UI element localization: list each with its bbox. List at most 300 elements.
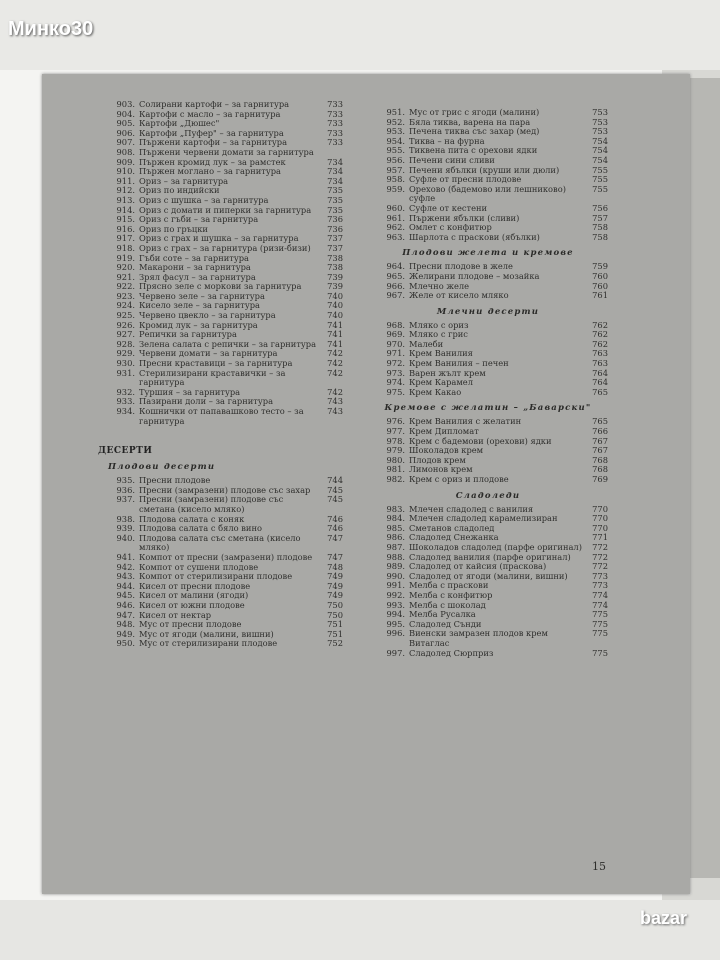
entry-page: 744 [327,475,343,486]
entry-number: 947. [116,609,135,620]
entry-title: Желирани плодове – мозайка [409,270,540,281]
entry-number: 940. [116,532,135,543]
entry-number: 980. [386,454,405,465]
entry-page: 774 [592,589,608,600]
entry-page: 775 [592,618,608,629]
entry-number: 918. [116,242,135,253]
entry-page: 753 [592,126,608,137]
entry-title: Крем Дипломат [409,426,479,437]
entry-page: 768 [592,454,608,465]
entry-number: 941. [116,551,135,562]
entry-page: 765 [592,416,608,427]
entry-title: Зрял фасул – за гарнитура [139,271,256,282]
entry-title: Печени ябълки (круши или дюли) [409,164,560,175]
entry-title: Мляко с грис [409,329,468,340]
entry-title: Крем Ванилия – печен [409,358,509,369]
entry-title: Сладолед Снежанка [409,532,499,543]
entry-number: 929. [116,348,135,359]
entry-number: 966. [386,280,405,291]
entry-title: Сладолед Сънди [409,618,482,629]
entry-number: 973. [386,367,405,378]
entry-number: 992. [386,589,405,600]
entry-title: Бяла тиква, варена на пара [409,116,531,127]
entry-number: 913. [116,194,135,205]
entry-page: 755 [592,174,608,185]
entry-number: 922. [116,281,135,292]
entry-page: 745 [327,484,343,495]
entry-page: 747 [327,532,343,543]
entry-page: 749 [327,590,343,601]
entry-title: Ориз по индийски [139,185,220,196]
entry-number: 997. [386,647,405,658]
entry-number: 976. [386,416,405,427]
entry-page: 745 [327,494,343,505]
entry-number: 968. [386,319,405,330]
entry-number: 921. [116,271,135,282]
entry-page: 768 [592,464,608,475]
entry-page: 742 [327,358,343,369]
entry-page: 738 [327,252,343,263]
entry-page: 740 [327,300,343,311]
entry-title: Варен жълт крем [409,367,486,378]
entry-number: 989. [386,561,405,572]
entry-page: 737 [327,242,343,253]
entry-number: 916. [116,223,135,234]
entry-page: 772 [592,551,608,562]
entry-page: 742 [327,386,343,397]
entry-number: 954. [386,135,405,146]
entry-number: 995. [386,618,405,629]
entry-page: 754 [592,135,608,146]
entry-number: 945. [116,590,135,601]
entry-number: 987. [386,541,405,552]
entry-page: 764 [592,367,608,378]
entry-title: Картофи „Дюшес" [139,118,220,129]
entry-page: 734 [327,166,343,177]
entry-page: 767 [592,445,608,456]
entry-page: 751 [327,628,343,639]
entry-page: 761 [592,290,608,301]
index-entry [368,629,608,648]
entry-page: 751 [327,619,343,630]
entry-page: 753 [592,116,608,127]
entry-page: 758 [592,231,608,242]
entry-number: 963. [386,231,405,242]
bavarian-entries [368,417,608,484]
icecream-heading: Сладоледи [455,490,521,501]
entry-number: 944. [116,580,135,591]
entry-page: 742 [327,348,343,359]
entry-number: 955. [386,145,405,156]
entry-page: 763 [592,348,608,359]
entry-page: 739 [327,271,343,282]
entry-title: Кромид лук – за гарнитура [139,319,258,330]
entry-title: Шоколадов сладолед (парфе оригинал) [409,541,582,552]
entry-number: 937. [116,494,135,505]
entry-number: 938. [116,513,135,524]
entry-title: Малеби [409,338,444,349]
entry-page: 770 [592,513,608,524]
entry-page: 746 [327,523,343,534]
entry-number: 950. [116,638,135,649]
brand-logo [640,908,687,929]
index-entry [98,407,343,426]
entry-number: 974. [386,377,405,388]
index-entry [368,233,608,243]
entry-title: Крем Ванилия с желатин [409,416,522,427]
entry-title: Туршия – за гарнитура [139,386,241,397]
entry-page: 755 [592,164,608,175]
entry-page: 741 [327,319,343,330]
entry-number: 993. [386,599,405,610]
entry-page: 770 [592,503,608,514]
entry-title: Солирани картофи – за гарнитура [139,99,290,109]
entry-page: 743 [327,396,343,407]
entry-title: Крем с бадемови (орехови) ядки [409,435,552,446]
entry-number: 957. [386,164,405,175]
entry-number: 931. [116,367,135,378]
index-entry [98,639,343,649]
entry-title: Орехово (бадемово или лешниково) суфле [409,183,566,204]
entry-title: Желе от кисело мляко [409,290,509,301]
entry-title: Плодова салата с бяло вино [139,523,262,534]
entry-number: 919. [116,252,135,263]
page-number: 15 [592,860,606,873]
entry-number: 935. [116,475,135,486]
entry-number: 905. [116,118,135,129]
entry-page: 757 [592,212,608,223]
entry-number: 904. [116,108,135,119]
entry-number: 908. [116,146,135,157]
entry-page: 733 [327,99,343,109]
entry-number: 923. [116,290,135,301]
entry-page: 775 [592,628,608,639]
entry-page: 733 [327,127,343,138]
entry-title: Пресни плодове [139,475,211,486]
entry-title: Омлет с конфитюр [409,222,492,233]
entry-number: 914. [116,204,135,215]
entry-title: Ориз с грах – за гарнитура (ризи-бизи) [139,242,311,253]
entry-title: Млечно желе [409,280,470,291]
entry-page: 762 [592,329,608,340]
entry-page: 749 [327,571,343,582]
entry-number: 994. [386,609,405,620]
entry-title: Кисел от нектар [139,609,212,620]
entry-title: Ориз с домати и пиперки за гарнитура [139,204,312,215]
entry-title: Кисел от малини (ягоди) [139,590,249,601]
entry-title: Пресни краставици – за гарнитура [139,358,293,369]
entry-title: Пържен моглано – за гарнитура [139,166,281,177]
entry-title: Компот от пресни (замразени) плодове [139,551,313,562]
entry-title: Ориз – за гарнитура [139,175,229,186]
entry-page: 773 [592,580,608,591]
entry-title: Лимонов крем [409,464,473,475]
entry-page: 736 [327,214,343,225]
entry-number: 903. [116,99,135,109]
entry-number: 948. [116,619,135,630]
entry-page: 758 [592,222,608,233]
entry-title: Крем Ванилия [409,348,473,359]
entry-title: Ориз с шушка – за гарнитура [139,194,269,205]
entry-number: 936. [116,484,135,495]
entry-page: 766 [592,426,608,437]
entry-number: 986. [386,532,405,543]
entry-title: Сладолед от кайсия (праскова) [409,561,547,572]
entry-title: Ориз по гръцки [139,223,208,234]
entry-page: 765 [592,386,608,397]
entry-page: 734 [327,156,343,167]
entry-number: 917. [116,233,135,244]
entry-page: 775 [592,647,608,658]
entry-title: Мелба с праскови [409,580,489,591]
entry-title: Сметанов сладолед [409,522,495,533]
index-entry [368,475,608,485]
entry-page: 756 [592,202,608,213]
entry-page: 759 [592,261,608,272]
entry-number: 979. [386,445,405,456]
entry-number: 961. [386,212,405,223]
entry-page: 773 [592,570,608,581]
entry-number: 951. [386,107,405,117]
entry-page: 774 [592,599,608,610]
entry-number: 949. [116,628,135,639]
entry-title: Крем Какао [409,386,462,397]
entry-number: 982. [386,474,405,484]
entry-page: 772 [592,541,608,552]
entry-title: Гъби соте – за гарнитура [139,252,250,263]
entry-page: 735 [327,185,343,196]
entry-title: Шоколадов крем [409,445,484,456]
entry-number: 953. [386,126,405,137]
entry-title: Млечен сладолед карамелизиран [409,513,558,524]
entry-number: 920. [116,262,135,273]
entry-title: Мелба Русалка [409,609,476,620]
index-entry [98,534,343,553]
entry-number: 983. [386,503,405,514]
fruit-desserts-entries [98,476,343,649]
entry-page: 738 [327,262,343,273]
entry-page: 749 [327,580,343,591]
entry-number: 981. [386,464,405,475]
right-column [368,108,608,658]
background-top [0,0,720,70]
entry-title: Кисел от южни плодове [139,599,245,610]
entry-number: 962. [386,222,405,233]
entry-title: Мелба с конфитюр [409,589,493,600]
entry-page: 740 [327,310,343,321]
entry-number: 956. [386,154,405,165]
index-entry [368,291,608,301]
entry-title: Сладолед от ягоди (малини, вишни) [409,570,568,581]
entry-number: 959. [386,183,405,194]
entry-title: Мус от пресни плодове [139,619,242,630]
entry-title: Мус от ягоди (малини, вишни) [139,628,274,639]
watermark: Минко30 [8,18,94,40]
entry-page: 750 [327,599,343,610]
entry-title: Компот от стерилизирани плодове [139,571,293,582]
entry-number: 990. [386,570,405,581]
entry-title: Плодова салата с коняк [139,513,245,524]
entry-title: Макарони – за гарнитура [139,262,251,273]
entry-page: 736 [327,223,343,234]
entry-number: 991. [386,580,405,591]
entry-page: 763 [592,358,608,369]
entry-title: Кошнички от папавашково тесто – за гарнитура [139,406,304,426]
entry-title: Пресни (замразени) плодове със сметана (кисело мляко) [139,494,284,514]
entry-number: 960. [386,202,405,213]
entry-page: 762 [592,319,608,330]
entry-number: 978. [386,435,405,446]
entry-title: Сладолед ванилия (парфе оригинал) [409,551,571,562]
entry-number: 996. [386,628,405,639]
entry-number: 930. [116,358,135,369]
entry-page: 754 [592,145,608,156]
entry-number: 925. [116,310,135,321]
entry-number: 912. [116,185,135,196]
entry-number: 928. [116,338,135,349]
entry-number: 909. [116,156,135,167]
left-column [98,100,343,649]
entry-title: Пържени червени домати за гарнитура [139,146,314,157]
entry-title: Суфле от кестени [409,202,488,213]
entry-title: Мелба с шоколад [409,599,486,610]
entry-title: Сладолед Сюрприз [409,647,494,658]
entry-number: 924. [116,300,135,311]
entry-number: 927. [116,329,135,340]
entry-title: Картофи „Пуфер" – за гарнитура [139,127,284,138]
entry-page: 760 [592,280,608,291]
entry-title: Мус от грис с ягоди (малини) [409,107,540,117]
entry-page: 748 [327,561,343,572]
index-entry [98,495,343,514]
entry-number: 911. [116,175,135,186]
entry-title: Плодова салата със сметана (кисело мляко) [139,532,301,553]
entry-title: Ориз с гъби – за гарнитура [139,214,259,225]
entry-page: 735 [327,194,343,205]
entry-number: 984. [386,513,405,524]
entry-number: 971. [386,348,405,359]
background-bottom [0,900,720,960]
jelly-entries [368,262,608,300]
entry-page: 737 [327,233,343,244]
entry-title: Компот от сушени плодове [139,561,259,572]
entry-page: 746 [327,513,343,524]
index-entry [368,388,608,398]
entry-page: 753 [592,107,608,117]
entry-title: Тиквена пита с орехови ядки [409,145,538,156]
entry-page: 733 [327,108,343,119]
entry-number: 975. [386,386,405,397]
entry-title: Мус от стерилизирани плодове [139,638,278,649]
entry-number: 926. [116,319,135,330]
entry-title: Суфле от пресни плодове [409,174,522,185]
brand-text: bazar [640,908,688,928]
entry-number: 906. [116,127,135,138]
entry-number: 985. [386,522,405,533]
index-entry [98,369,343,388]
index-entry [368,185,608,204]
entry-page: 734 [327,175,343,186]
entry-number: 958. [386,174,405,185]
entry-page: 762 [592,338,608,349]
entry-page: 733 [327,118,343,129]
entry-title: Тиква – на фурна [409,135,485,146]
entry-page: 764 [592,377,608,388]
entry-title: Пресни (замразени) плодове със захар [139,484,311,495]
entry-title: Пазирани доли – за гарнитура [139,396,274,407]
entry-title: Зелена салата с репички – за гарнитура [139,338,317,349]
entry-title: Картофи с масло – за гарнитура [139,108,281,119]
entry-title: Прясно зеле с моркови за гарнитура [139,281,302,292]
entry-title: Репички за гарнитура [139,329,237,340]
entry-number: 939. [116,523,135,534]
entry-title: Шарлота с праскови (ябълки) [409,231,540,242]
entry-number: 988. [386,551,405,562]
entry-page: 752 [327,638,343,649]
entry-page: 742 [327,367,343,378]
entry-page: 743 [327,406,343,416]
entry-page: 735 [327,204,343,215]
entry-number: 907. [116,137,135,148]
fruit-desserts-heading: Плодови десерти [108,462,216,473]
entry-page: 754 [592,154,608,165]
entry-title: Стерилизирани краставички – за гарнитура [139,367,286,388]
entry-title: Крем Карамел [409,377,473,388]
entry-number: 977. [386,426,405,437]
entry-page: 747 [327,551,343,562]
desserts-heading: ДЕСЕРТИ [98,446,153,457]
entry-title: Пържен кромид лук – за рамстек [139,156,286,167]
entry-number: 972. [386,358,405,369]
entry-page: 769 [592,474,608,484]
entry-title: Виенски замразен плодов крем Витаглас [409,628,548,648]
entry-page: 740 [327,290,343,301]
entry-page: 739 [327,281,343,292]
entry-title: Мляко с ориз [409,319,469,330]
entry-number: 942. [116,561,135,572]
entry-title: Крем с ориз и плодове [409,474,509,484]
entry-title: Червено цвекло – за гарнитура [139,310,276,321]
entry-page: 775 [592,609,608,620]
entry-number: 965. [386,270,405,281]
entry-title: Печени сини сливи [409,154,495,165]
entry-number: 970. [386,338,405,349]
index-entry [368,649,608,659]
left-entries [98,100,343,426]
entry-number: 932. [116,386,135,397]
bavarian-heading: Кремове с желатин – „Баварски" [384,403,592,414]
entry-number: 967. [386,290,405,301]
right-entries [368,108,608,242]
milk-heading: Млечни десерти [436,306,540,317]
entry-title: Кисел от пресни плодове [139,580,251,591]
entry-page: 750 [327,609,343,620]
entry-number: 969. [386,329,405,340]
entry-page: 772 [592,561,608,572]
entry-page: 767 [592,435,608,446]
entry-title: Пържени ябълки (сливи) [409,212,520,223]
entry-title: Червено зеле – за гарнитура [139,290,265,301]
icecream-entries [368,505,608,659]
entry-number: 964. [386,261,405,272]
entry-page: 741 [327,338,343,349]
entry-title: Пържени картофи – за гарнитура [139,137,288,148]
entry-number: 934. [116,406,135,416]
entry-title: Плодов крем [409,454,466,465]
entry-page: 755 [592,183,608,194]
entry-title: Кисело зеле – за гарнитура [139,300,260,311]
entry-title: Млечен сладолед с ванилия [409,503,534,514]
